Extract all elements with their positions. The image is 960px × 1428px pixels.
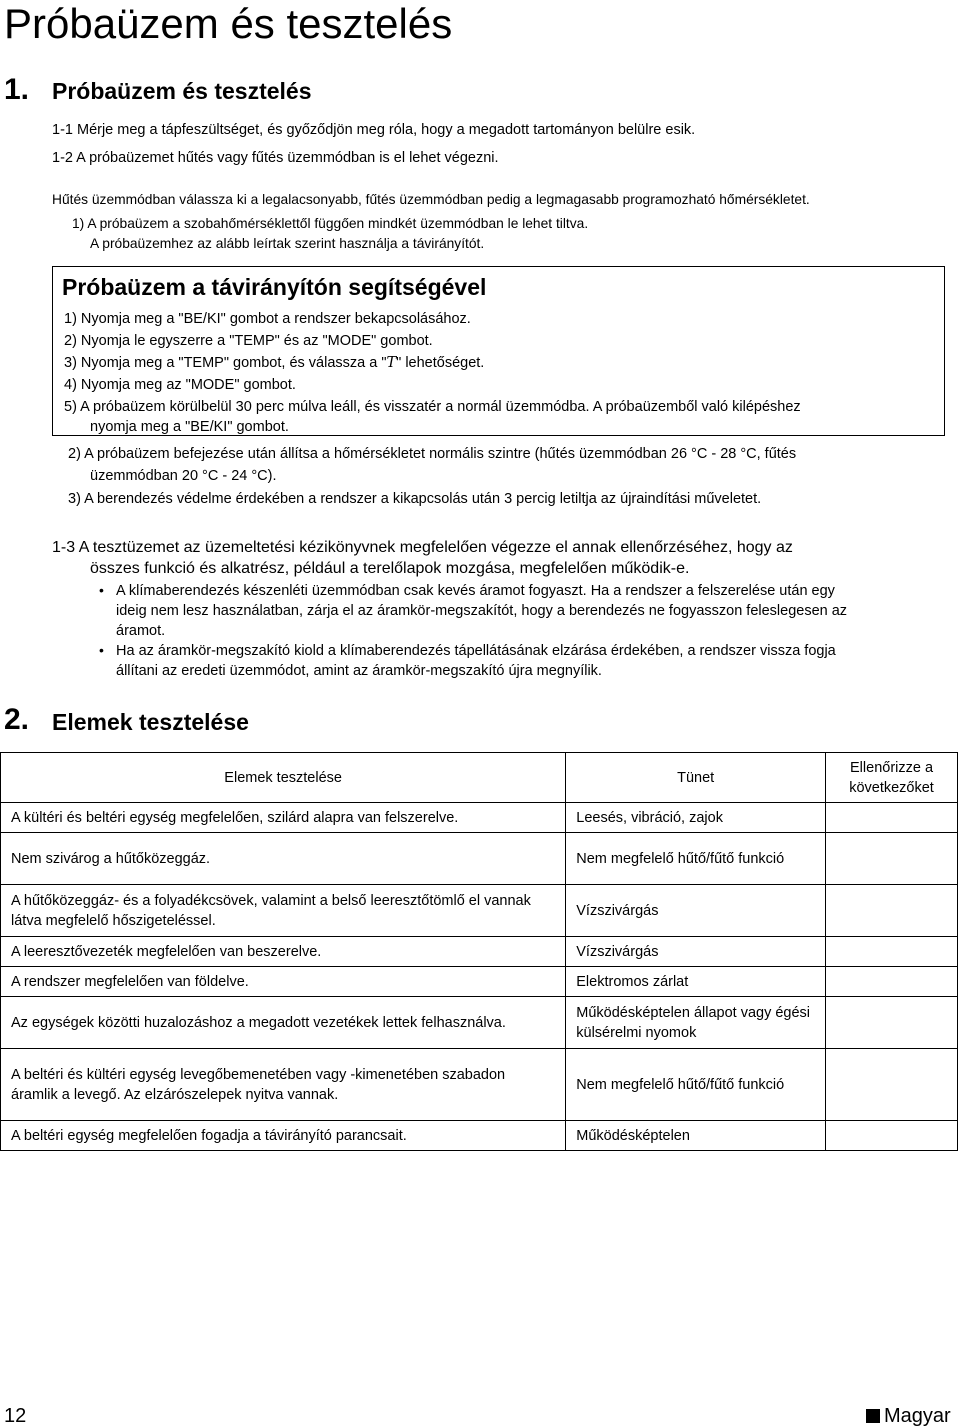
table-cell-symptom: Elektromos zárlat [566,967,826,997]
column-header-items: Elemek tesztelése [1,753,566,803]
step-1-2: 1-2 A próbaüzemet hűtés vagy fűtés üzemmódban is el lehet végezni. [52,150,499,166]
table-cell-item: A rendszer megfelelően van földelve. [1,967,566,997]
remote-step-5-cont: nyomja meg a "BE/KI" gombot. [90,419,289,435]
table-cell-check[interactable] [826,885,958,937]
page-title: Próbaüzem és tesztelés [4,0,453,47]
table-row [1,1121,958,1151]
after-note-3: 3) A berendezés védelme érdekében a rendszer a kikapcsolás után 3 percig letiltja az újraindítási műveletet. [68,491,762,507]
section-1-heading: Próbaüzem és tesztelés [52,78,312,104]
remote-step-1: 1) Nyomja meg a "BE/KI" gombot a rendszer bekapcsolásához. [64,311,471,327]
test-mode-symbol: T [386,355,397,371]
remote-step-3-text: 3) Nyomja meg a "TEMP" gombot, és válassza a " [64,355,387,371]
bullet-1-line-3: áramot. [116,623,166,639]
after-note-2a: 2) A próbaüzem befejezése után állítsa a hőmérsékletet normális szintre (hűtés üzemmódban 26 °C - 28 °C, fűtés [68,446,797,462]
remote-box-title: Próbaüzem a távirányítón segítségével [62,274,487,300]
remote-step-5: 5) A próbaüzem körülbelül 30 perc múlva leáll, és visszatér a normál üzemmódba. A próbaüzemből való kilépéshez [64,399,801,415]
bullet-icon: • [99,582,104,598]
table-cell-check[interactable] [826,967,958,997]
remote-step-3 [64,353,484,373]
table-cell-check[interactable] [826,1049,958,1121]
table-cell-symptom: Működésképtelen állapot vagy égési külsérelmi nyomok [566,997,826,1049]
note-1a: 1) A próbaüzem a szobahőmérséklettől függően mindkét üzemmódban le lehet tiltva. [72,216,589,231]
table-cell-symptom: Nem megfelelő hűtő/fűtő funkció [566,833,826,885]
remote-step-3-tail: " lehetőséget. [396,355,485,371]
table-cell-check[interactable] [826,1121,958,1151]
table-cell-item: A leeresztővezeték megfelelően van beszerelve. [1,937,566,967]
section-1-number: 1. [4,73,30,106]
bullet-icon: • [99,642,104,658]
table-cell-symptom: Leesés, vibráció, zajok [566,803,826,833]
table-row [1,833,958,885]
page-number: 12 [4,1405,27,1427]
table-row [1,937,958,967]
table-cell-item: Az egységek közötti huzalozáshoz a megadott vezetékek lettek felhasználva. [1,997,566,1049]
test-items-table [0,752,958,1151]
bullet-1-line-1: A klímaberendezés készenléti üzemmódban csak kevés áramot fogyaszt. Ha a rendszer a felszerelése után egy [116,583,835,599]
after-note-2b: üzemmódban 20 °C - 24 °C). [90,468,277,484]
step-1-3: 1-3 A tesztüzemet az üzemeltetési kézikönyvnek megfelelően végezze el annak ellenőrzéséhez, hogy az [52,539,793,556]
table-cell-item: A beltéri és kültéri egység levegőbemenetében vagy -kimenetében szabadon áramlik a levegő. Az elzárószelepek nyitva vannak. [1,1049,566,1121]
language-marker-icon [866,1409,880,1423]
table-cell-check[interactable] [826,997,958,1049]
remote-step-2: 2) Nyomja le egyszerre a "TEMP" és az "MODE" gombot. [64,333,433,349]
table-row [1,997,958,1049]
section-2-heading: Elemek tesztelése [52,709,249,735]
mode-note: Hűtés üzemmódban válassza ki a legalacsonyabb, fűtés üzemmódban pedig a legmagasabb programozható hőmérsékletet. [52,192,810,207]
table-cell-item: A beltéri egység megfelelően fogadja a távirányító parancsait. [1,1121,566,1151]
column-header-check: Ellenőrizze a következőket [826,753,958,803]
table-row [1,1049,958,1121]
bullet-2-line-1: Ha az áramkör-megszakító kiold a klímaberendezés tápellátásának elzárása érdekében, a rendszer vissza fogja [116,643,836,659]
table-cell-symptom: Nem megfelelő hűtő/fűtő funkció [566,1049,826,1121]
bullet-2-line-2: állítani az eredeti üzemmódot, amint az áramkör-megszakító újra megnyílik. [116,663,602,679]
table-cell-symptom: Működésképtelen [566,1121,826,1151]
note-1b: A próbaüzemhez az alább leírtak szerint használja a távirányítót. [90,236,485,251]
table-row [1,803,958,833]
table-cell-item: Nem szivárog a hűtőközeggáz. [1,833,566,885]
table-cell-item: A hűtőközeggáz- és a folyadékcsövek, valamint a belső leeresztőtömlő el vannak látva megfelelő hőszigeteléssel. [1,885,566,937]
step-1-3-cont: összes funkció és alkatrész, például a terelőlapok mozgása, megfelelően működik-e. [90,560,690,577]
table-header-row [1,753,958,803]
bullet-1-line-2: ideig nem lesz használatban, zárja el az áramkör-megszakítót, hogy a berendezés ne fogyasszon feleslegesen az [116,603,848,619]
table-row [1,885,958,937]
table-cell-check[interactable] [826,833,958,885]
table-row [1,967,958,997]
table-cell-check[interactable] [826,937,958,967]
table-cell-check[interactable] [826,803,958,833]
section-2-number: 2. [4,703,30,736]
table-cell-symptom: Vízszivárgás [566,885,826,937]
table-cell-item: A kültéri és beltéri egység megfelelően, szilárd alapra van felszerelve. [1,803,566,833]
column-header-symptom: Tünet [566,753,826,803]
remote-step-4: 4) Nyomja meg az "MODE" gombot. [64,377,296,393]
language-label: Magyar [884,1405,951,1427]
table-cell-symptom: Vízszivárgás [566,937,826,967]
step-1-1: 1-1 Mérje meg a tápfeszültséget, és győződjön meg róla, hogy a megadott tartományon belülre esik. [52,122,696,138]
